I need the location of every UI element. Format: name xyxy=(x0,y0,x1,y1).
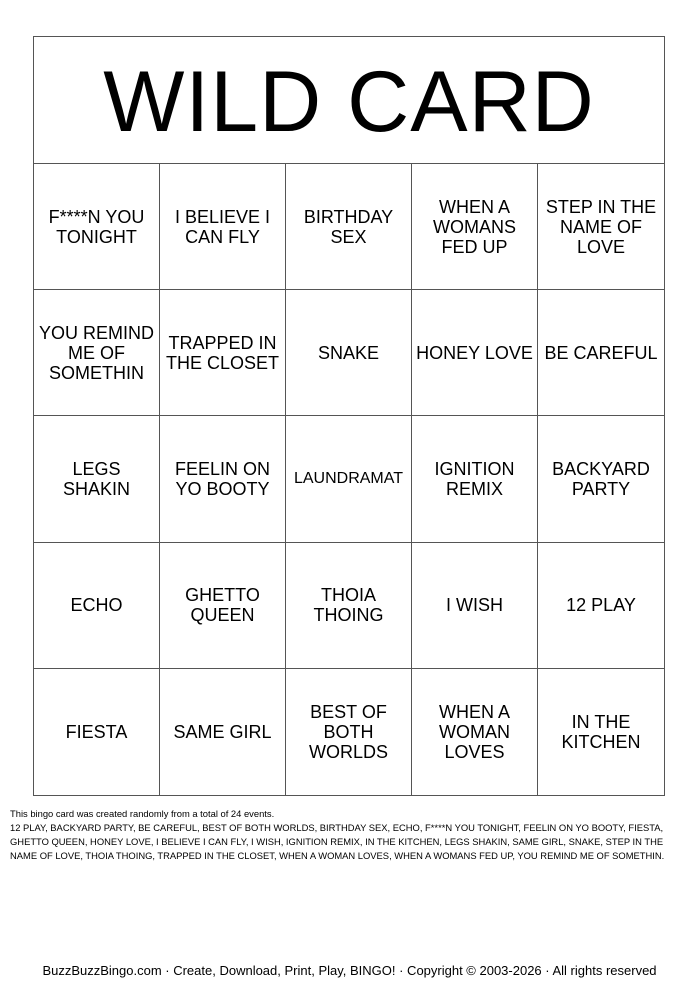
bingo-cell: THOIA THOING xyxy=(286,543,412,669)
bingo-cell: FIESTA xyxy=(34,669,160,795)
card-title: WILD CARD xyxy=(103,54,595,150)
bingo-cell: BE CAREFUL xyxy=(538,290,664,416)
bingo-cell: STEP IN THE NAME OF LOVE xyxy=(538,164,664,290)
bingo-cell: IGNITION REMIX xyxy=(412,416,538,542)
card-title-cell xyxy=(34,37,664,164)
bingo-cell: YOU REMIND ME OF SOMETHIN xyxy=(34,290,160,416)
bingo-cell-free: LAUNDRAMAT xyxy=(286,416,412,542)
bingo-grid xyxy=(34,164,664,795)
bingo-cell: TRAPPED IN THE CLOSET xyxy=(160,290,286,416)
bingo-cell: BIRTHDAY SEX xyxy=(286,164,412,290)
card-info xyxy=(10,807,680,863)
bingo-cell: SAME GIRL xyxy=(160,669,286,795)
card-info-summary: This bingo card was created randomly from a total of 24 events. xyxy=(10,808,275,819)
card-info-events: 12 PLAY, BACKYARD PARTY, BE CAREFUL, BEST OF BOTH WORLDS, BIRTHDAY SEX, ECHO, F****N YOU TONIGHT, FEELIN ON YO BOOTY, FIESTA, GHETTO QUEEN, HONEY LOVE, I BELIEVE I CAN FLY, I WISH, IGNITION REMIX, IN THE KITCHEN, LEGS SHAKIN, SAME GIRL, SNAKE, STEP IN THE NAME OF LOVE, THOIA THOING, TRAPPED IN THE CLOSET, WHEN A WOMAN LOVES, WHEN A WOMANS FED UP, YOU REMIND ME OF SOMETHIN. xyxy=(10,822,665,861)
bingo-cell: ECHO xyxy=(34,543,160,669)
bingo-cell: 12 PLAY xyxy=(538,543,664,669)
bingo-cell: HONEY LOVE xyxy=(412,290,538,416)
bingo-cell: I BELIEVE I CAN FLY xyxy=(160,164,286,290)
footer-copyright: BuzzBuzzBingo.com · Create, Download, Print, Play, BINGO! · Copyright © 2003-2026 · All rights reserved xyxy=(42,963,657,978)
bingo-cell: BEST OF BOTH WORLDS xyxy=(286,669,412,795)
bingo-cell: LEGS SHAKIN xyxy=(34,416,160,542)
bingo-cell: FEELIN ON YO BOOTY xyxy=(160,416,286,542)
bingo-cell: GHETTO QUEEN xyxy=(160,543,286,669)
bingo-cell: WHEN A WOMAN LOVES xyxy=(412,669,538,795)
bingo-cell: BACKYARD PARTY xyxy=(538,416,664,542)
bingo-cell: F****N YOU TONIGHT xyxy=(34,164,160,290)
bingo-cell: WHEN A WOMANS FED UP xyxy=(412,164,538,290)
bingo-card xyxy=(33,36,665,796)
bingo-cell: IN THE KITCHEN xyxy=(561,711,641,752)
bingo-cell: I WISH xyxy=(412,543,538,669)
bingo-cell: SNAKE xyxy=(286,290,412,416)
